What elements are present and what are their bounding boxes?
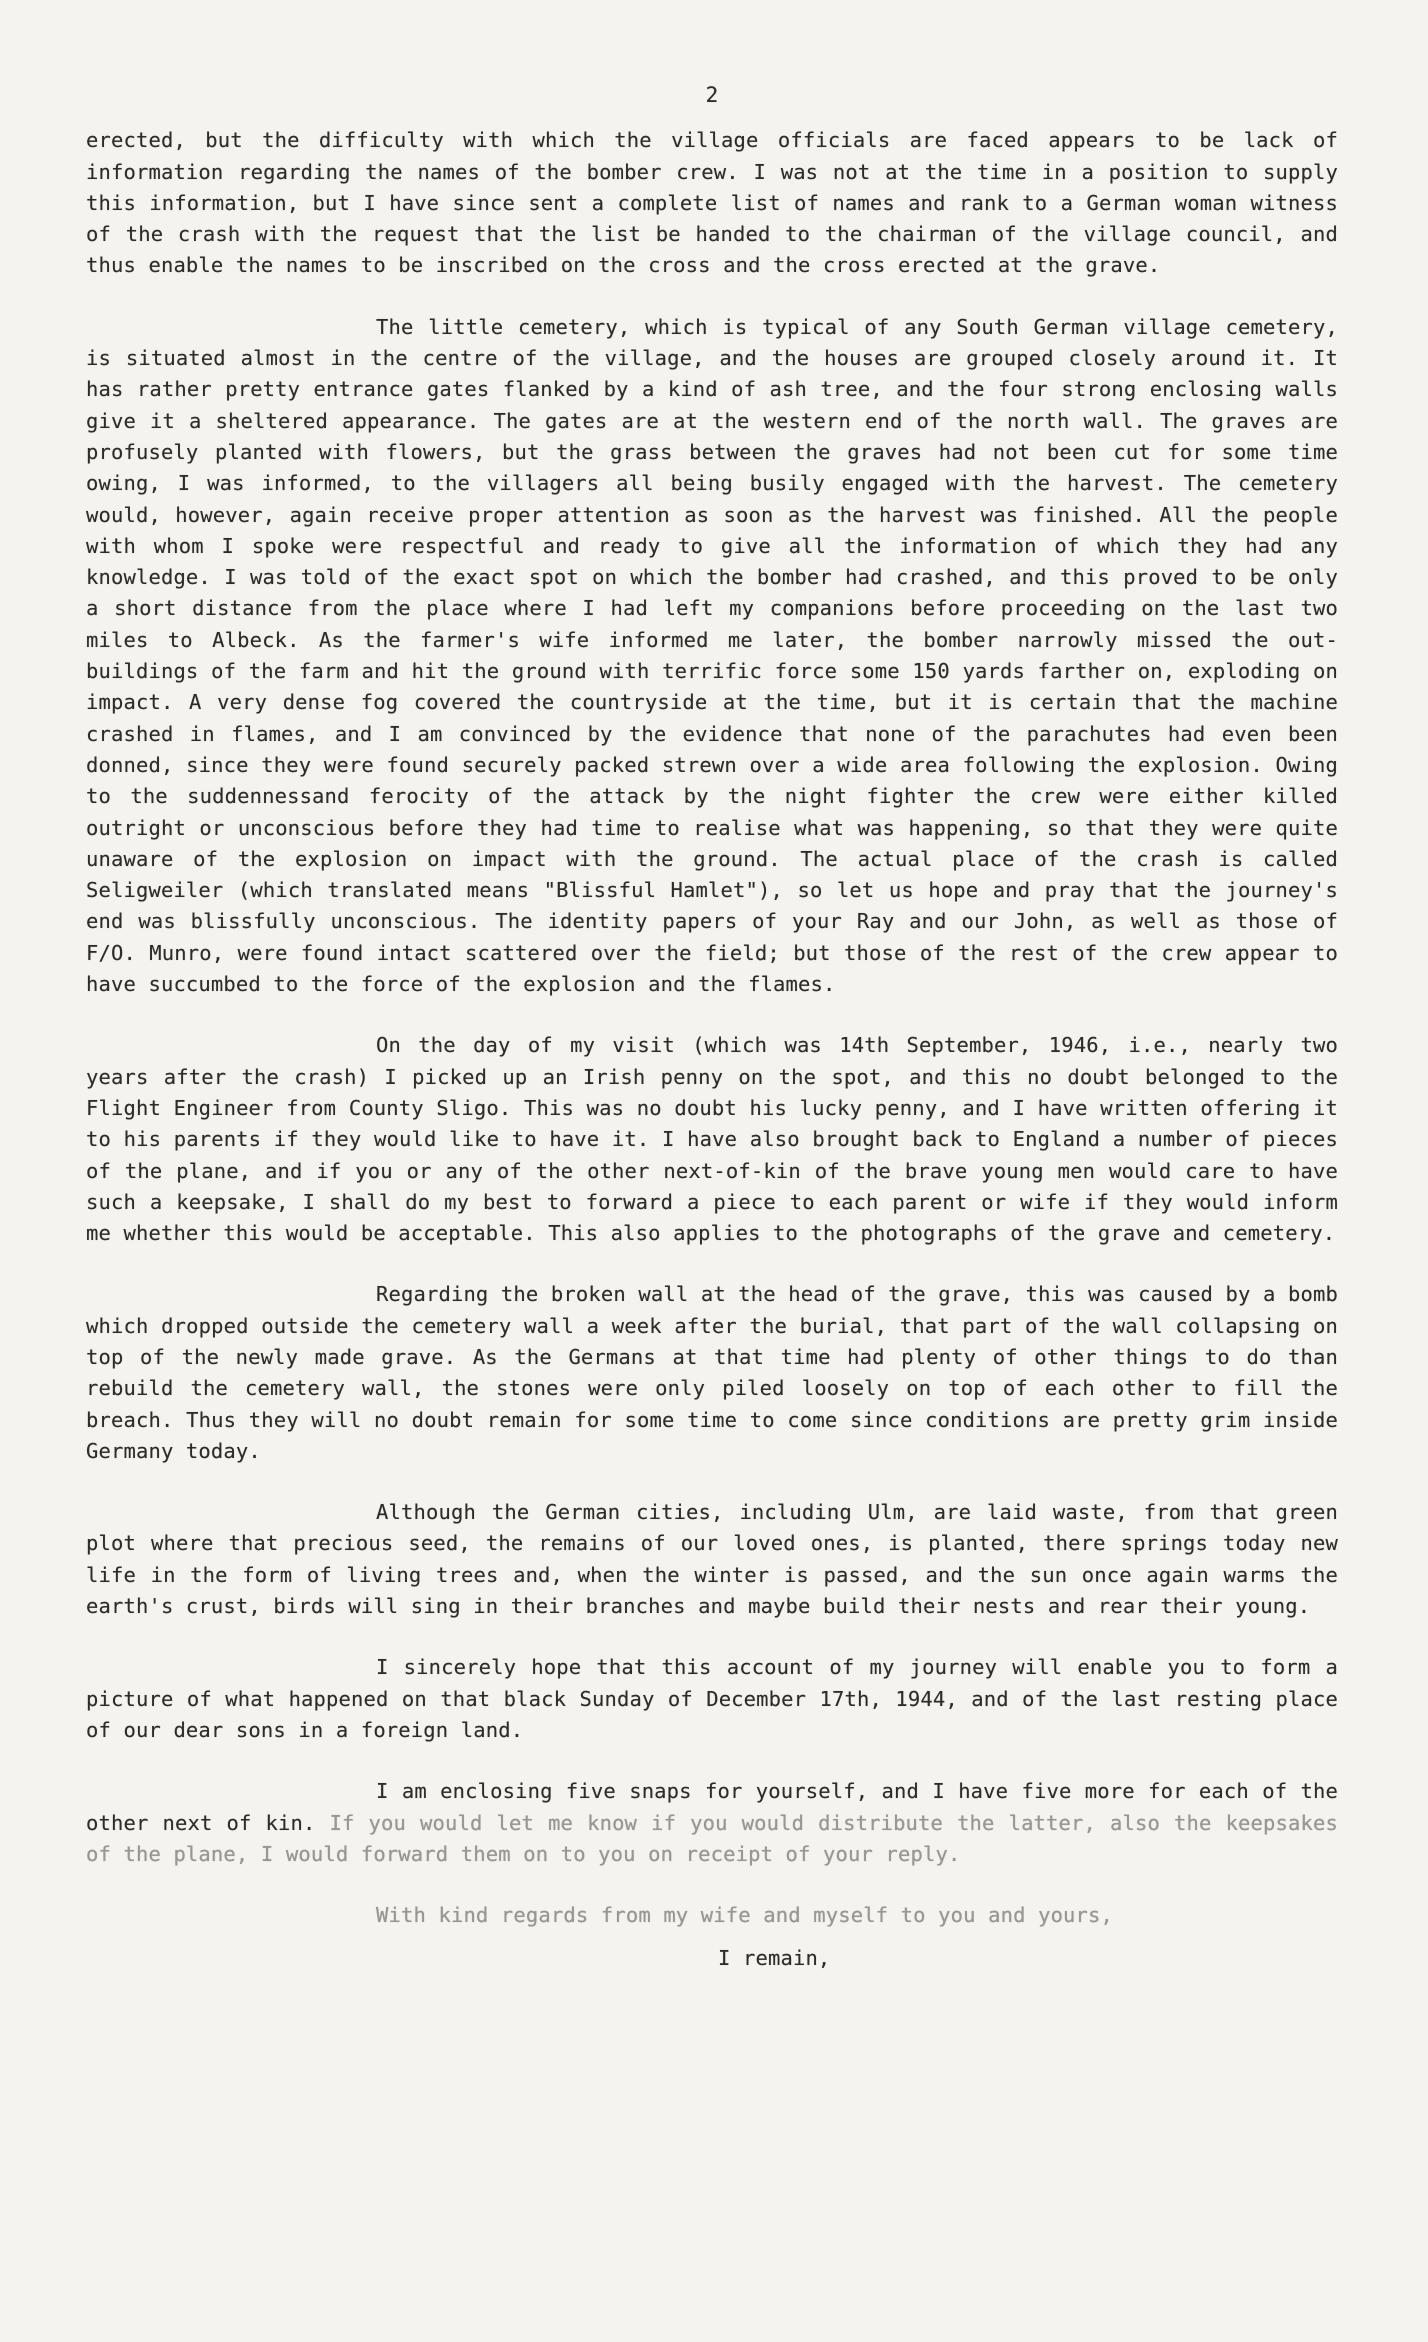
paragraph-6: I sincerely hope that this account of my journey will enable you to form a picture of what happened on that black Sunday of December 17th, 1944, and of the last resting place of our dear sons in a foreign land. <box>86 1655 1338 1742</box>
page-number: 2 <box>705 83 719 107</box>
paragraph-7-dark: I am enclosing five snaps for yourself, and I have five more for each of the other next of kin. <box>86 1779 1338 1835</box>
paragraph-7-faint: If you would let me know if you would distribute the latter, also the keepsakes of the plane, I would forward them on to you on receipt of your reply. <box>86 1810 1338 1866</box>
paragraph-5: Although the German cities, including Ulm, are laid waste, from that green plot where that precious seed, the remains of our loved ones, is planted, there springs today new life in the form of living trees and, when the winter is passed, and the sun once again warms the earth's crust, birds will sing in their branches and maybe build their nests and rear their young. <box>86 1500 1338 1619</box>
paragraph-2: The little cemetery, which is typical of any South German village cemetery, is situated almost in the centre of the village, and the houses are grouped closely around it. It has rather pretty entrance gates flanked by a kind of ash tree, and the four strong enclosing walls give it a sheltered appearance. The gates are at the western end of the north wall. The graves are profusely planted with flowers, but the grass between the graves had not been cut for some time owing, I was informed, to the villagers all being busily engaged with the harvest. The cemetery would, however, again receive proper attention as soon as the harvest was finished. All the people with whom I spoke were respectful and ready to give all the information of which they had any knowledge. I was told of the exact spot on which the bomber had crashed, and this proved to be only a short distance from the place where I had left my companions before proceeding on the last two miles to Albeck. As the farmer's wife informed me later, the bomber narrowly missed the out-buildings of the farm and hit the ground with terrific force some 150 yards farther on, exploding on impact. A very dense fog covered the countryside at the time, but it is certain that the machine crashed in flames, and I am convinced by the evidence that none of the parachutes had even been donned, since they were found securely packed strewn over a wide area following the explosion. Owing to the suddennessand ferocity of the attack by the night fighter the crew were either killed outright or unconscious before they had time to realise what was happening, so that they were quite unaware of the explosion on impact with the ground. The actual place of the crash is called Seligweiler (which translated means "Blissful Hamlet"), so let us hope and pray that the journey's end was blissfully unconscious. The identity papers of your Ray and our John, as well as those of F/O. Munro, were found intact scattered over the field; but those of the rest of the crew appear to have succumbed to the force of the explosion and the flames. <box>86 314 1338 997</box>
paragraph-1: erected, but the difficulty with which the village officials are faced appears to be lack of information regarding the names of the bomber crew. I was not at the time in a position to supply this information, but I have since sent a complete list of names and rank to a German woman witness of the crash with the request that the list be handed to the chairman of the village council, and thus enable the names to be inscribed on the cross and the cross erected at the grave. <box>86 128 1338 278</box>
paragraph-3: On the day of my visit (which was 14th September, 1946, i.e., nearly two years after the crash) I picked up an Irish penny on the spot, and this no doubt belonged to the Flight Engineer from County Sligo. This was no doubt his lucky penny, and I have written offering it to his parents if they would like to have it. I have also brought back to England a number of pieces of the plane, and if you or any of the other next-of-kin of the brave young men would care to have such a keepsake, I shall do my best to forward a piece to each parent or wife if they would inform me whether this would be acceptable. This also applies to the photographs of the grave and cemetery. <box>86 1033 1338 1246</box>
closing-regards: With kind regards from my wife and myself to you and yours, <box>376 1903 1114 1928</box>
paragraph-4: Regarding the broken wall at the head of the grave, this was caused by a bomb which dropped outside the cemetery wall a week after the burial, that part of the wall collapsing on top of the newly made grave. As the Germans at that time had plenty of other things to do than rebuild the cemetery wall, the stones were only piled loosely on top of each other to fill the breach. Thus they will no doubt remain for some time to come since conditions are pretty grim inside Germany today. <box>86 1282 1338 1463</box>
closing-remain: I remain, <box>718 1946 831 1971</box>
paragraph-7 <box>86 1776 1338 1870</box>
